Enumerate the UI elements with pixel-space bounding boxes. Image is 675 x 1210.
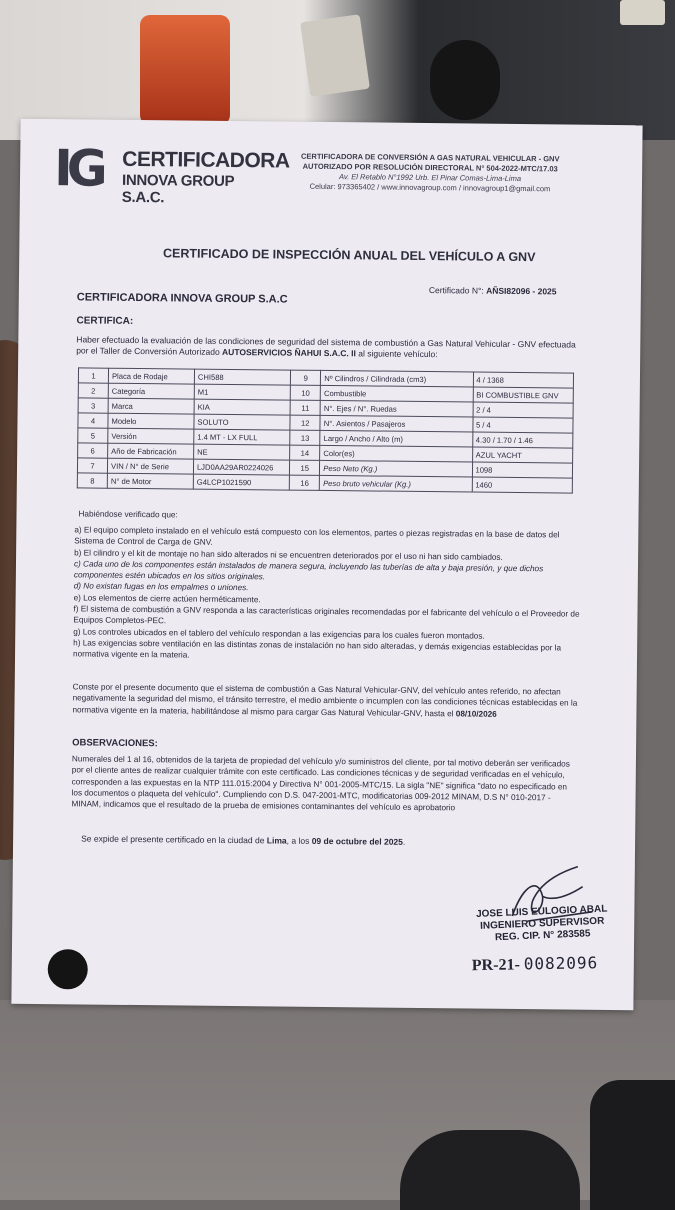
spec-number: 2 <box>78 383 108 398</box>
certificate-number-value: AÑSI82096 - 2025 <box>486 285 557 297</box>
vehicle-specs-table <box>77 367 574 493</box>
spec-label: Placa de Rodaje <box>108 368 194 384</box>
certifica-heading: CERTIFICA: <box>76 315 134 327</box>
document-title: CERTIFICADO DE INSPECCIÓN ANUAL DEL VEHÍCULO A GNV <box>162 246 536 265</box>
spec-value: NE <box>194 444 290 460</box>
car-license-plate-2 <box>620 0 665 25</box>
spec-label: Modelo <box>108 413 194 429</box>
spec-label: Color(es) <box>320 445 472 462</box>
habiendo-heading: Habiéndose verificado que: <box>78 509 178 520</box>
workshop-name: AUTOSERVICIOS ÑAHUI S.A.C. II <box>222 346 356 359</box>
list-item: e) Los elementos de cierre actúen herméticamente. <box>73 593 261 605</box>
spec-label: Combustible <box>321 385 473 402</box>
logo-mark: IG <box>53 139 103 198</box>
spec-value: 4.30 / 1.70 / 1.46 <box>472 432 573 448</box>
header-line4: Celular: 973365402 / www.innovagroup.com / innovagroup1@gmail.com <box>309 181 551 194</box>
intro-text1: Haber efectuado la evaluación de las condiciones de seguridad del sistema de combustión a Gas Natural Vehicular - GNV efectuada por el Taller de Conversión Autorizado <box>76 334 576 357</box>
observaciones-heading: OBSERVACIONES: <box>72 737 158 750</box>
serial-number: 0082096 <box>523 953 599 974</box>
car-license-plate <box>300 14 370 97</box>
logo-line2: INNOVA GROUP S.A.C. <box>121 171 235 207</box>
spec-value: 5 / 4 <box>472 417 573 433</box>
spec-number: 6 <box>78 443 108 458</box>
conste-text: Conste por el presente documento que el sistema de combustión a Gas Natural Vehicular-GNV, del vehículo antes referido, no afectan negativamente la seguridad del mismo, el tránsito terrestre, el medio ambiente o incumplen con las condiciones técnicas establecidas en la normativa vigente en la materia, habilitándose al mismo para cargar Gas Natural Vehicular-GNV, hasta el <box>72 682 578 718</box>
spec-number: 1 <box>78 368 108 383</box>
certificate-sheet <box>11 119 642 1010</box>
conste-paragraph <box>72 681 578 720</box>
spec-number: 10 <box>290 385 320 400</box>
intro-paragraph <box>76 334 576 361</box>
expide-text1: Se expide el presente certificado en la ciudad de <box>81 833 265 846</box>
issue-date: 09 de octubre del 2025 <box>311 835 403 847</box>
list-item: a) El equipo completo instalado en el vehículo está compuesto con los elementos, partes o piezas registradas en la base de datos del Sistema de Control de Carga de GNV. <box>74 525 560 548</box>
punch-hole <box>48 949 88 989</box>
expide-text2: , a los <box>286 835 310 846</box>
company-name: CERTIFICADORA INNOVA GROUP S.A.C <box>76 291 288 306</box>
list-item: f) El sistema de combustión a GNV responda a las características originales recomendadas por el fabricante del vehículo o el Proveedor de Equipos Completos-PEC. <box>73 604 580 626</box>
list-item: d) No existan fugas en los empalmes o uniones. <box>73 581 249 593</box>
logo-line1: CERTIFICADORA <box>122 147 290 173</box>
spec-label: Peso Neto (Kg.) <box>320 460 472 477</box>
spec-label: Peso bruto vehicular (Kg.) <box>320 475 472 492</box>
spec-value: M1 <box>194 384 290 400</box>
spec-value: KIA <box>194 399 290 415</box>
spec-number: 15 <box>290 460 320 475</box>
car-wheel <box>430 40 500 120</box>
spec-value: G4LCP1021590 <box>193 474 289 490</box>
signatory-block <box>462 903 623 946</box>
spec-label: VIN / N° de Serie <box>107 458 193 474</box>
certificate-number <box>429 285 557 296</box>
list-item: g) Los controles ubicados en el tablero del vehículo respondan a las exigencias para los cuales fueron montados. <box>73 627 485 641</box>
spec-value: 1460 <box>472 477 573 493</box>
list-item: b) El cilindro y el kit de montaje no han sido alterados ni se encuentren deteriorados por el uso ni han sido cambiados. <box>74 547 503 562</box>
certificate-number-label: Certificado N°: <box>428 285 484 296</box>
expide-end: . <box>402 836 406 847</box>
header-line1: CERTIFICADORA DE CONVERSIÓN A GAS NATURAL VEHICULAR - GNV <box>300 151 560 164</box>
signatory-name: JOSE LUIS EULOGIO ABAL <box>475 903 608 921</box>
list-item: h) Las exigencias sobre ventilación en las distintas zonas de instalación no han sido alteradas, y demás exigencias establecidas por la normativa vigente en la materia. <box>73 638 562 660</box>
header-line3: Av. El Retablo N°1992 Urb. El Pinar Comas-Lima-Lima <box>339 172 522 184</box>
spec-number: 5 <box>78 428 108 443</box>
spec-number: 14 <box>290 445 320 460</box>
company-logo <box>53 139 290 207</box>
spec-value: LJD0AA29AR0224026 <box>193 459 289 475</box>
spec-value: 1.4 MT - LX FULL <box>194 429 290 445</box>
spec-number: 9 <box>291 370 321 385</box>
spec-label: Año de Fabricación <box>108 443 194 459</box>
spec-label: Largo / Ancho / Alto (m) <box>320 430 472 447</box>
spec-label: Marca <box>108 398 194 414</box>
spec-label: N°. Asientos / Pasajeros <box>320 415 472 432</box>
header-line2: AUTORIZADO POR RESOLUCIÓN DIRECTORAL N° 504-2022-MTC/17.03 <box>302 161 558 174</box>
spec-number: 12 <box>290 415 320 430</box>
signatory-reg: REG. CIP. N° 283585 <box>494 928 591 944</box>
intro-text2: al siguiente vehículo: <box>358 348 438 360</box>
spec-label: N°. Ejes / N°. Ruedas <box>320 400 472 417</box>
valid-until-date: 08/10/2026 <box>455 708 497 719</box>
spec-value: CHI588 <box>194 369 290 385</box>
spec-number: 3 <box>78 398 108 413</box>
spec-value: SOLUTO <box>194 414 290 430</box>
spec-number: 13 <box>290 430 320 445</box>
issue-statement <box>81 833 405 846</box>
spec-number: 7 <box>77 458 107 473</box>
spec-number: 11 <box>290 400 320 415</box>
spec-number: 16 <box>290 475 320 490</box>
dark-corner-object <box>590 1080 675 1210</box>
spec-value: BI COMBUSTIBLE GNV <box>473 387 574 403</box>
spec-value: AZUL YACHT <box>472 447 573 463</box>
list-item: c) Cada uno de los componentes están instalados de manera segura, incluyendo las tuberías de alta y baja presión, y que dichos componentes estén ubicados en los sitios originales. <box>73 559 544 582</box>
serial-prefix: PR-21- <box>471 956 520 975</box>
serial-code <box>472 953 599 975</box>
observaciones-paragraph: Numerales del 1 al 16, obtenidos de la tarjeta de propiedad del vehículo y/o suministros del cliente, por tal motivo deberán ser verificados por el cliente antes de realizar cualquier trámite con este certificado. Las condiciones técnicas y de seguridad verificadas en el vehículo, corresponden a las expuestas en la NTP 111.015:2004 y Directiva N° 001-2005-MTC/15. La sigla "NE" significa "dato no especificado en los documentos o plaqueta del vehículo". Cumpliendo con D.S. 047-2001-MTC, modificatorias 009-2012 MINAM, D.S N° 010-2017 - MINAM, indicamos que el resultado de la prueba de emisiones contaminantes del vehículo es aprobatorio <box>71 754 570 813</box>
spec-value: 1098 <box>472 462 573 478</box>
spec-value: 2 / 4 <box>473 402 574 418</box>
spec-number: 8 <box>77 473 107 488</box>
issue-city: Lima <box>266 835 287 846</box>
spec-label: Versión <box>108 428 194 444</box>
verification-list <box>73 524 582 665</box>
spec-value: 4 / 1368 <box>473 372 574 388</box>
dark-object <box>400 1130 580 1210</box>
car-tail-light <box>140 15 230 125</box>
signatory-role: INGENIERO SUPERVISOR <box>479 915 605 932</box>
spec-label: Categoría <box>108 383 194 399</box>
spec-label: N° de Motor <box>107 473 193 489</box>
spec-number: 4 <box>78 413 108 428</box>
header-info <box>280 151 580 194</box>
spec-label: Nº Cilindros / Cilindrada (cm3) <box>321 370 473 387</box>
